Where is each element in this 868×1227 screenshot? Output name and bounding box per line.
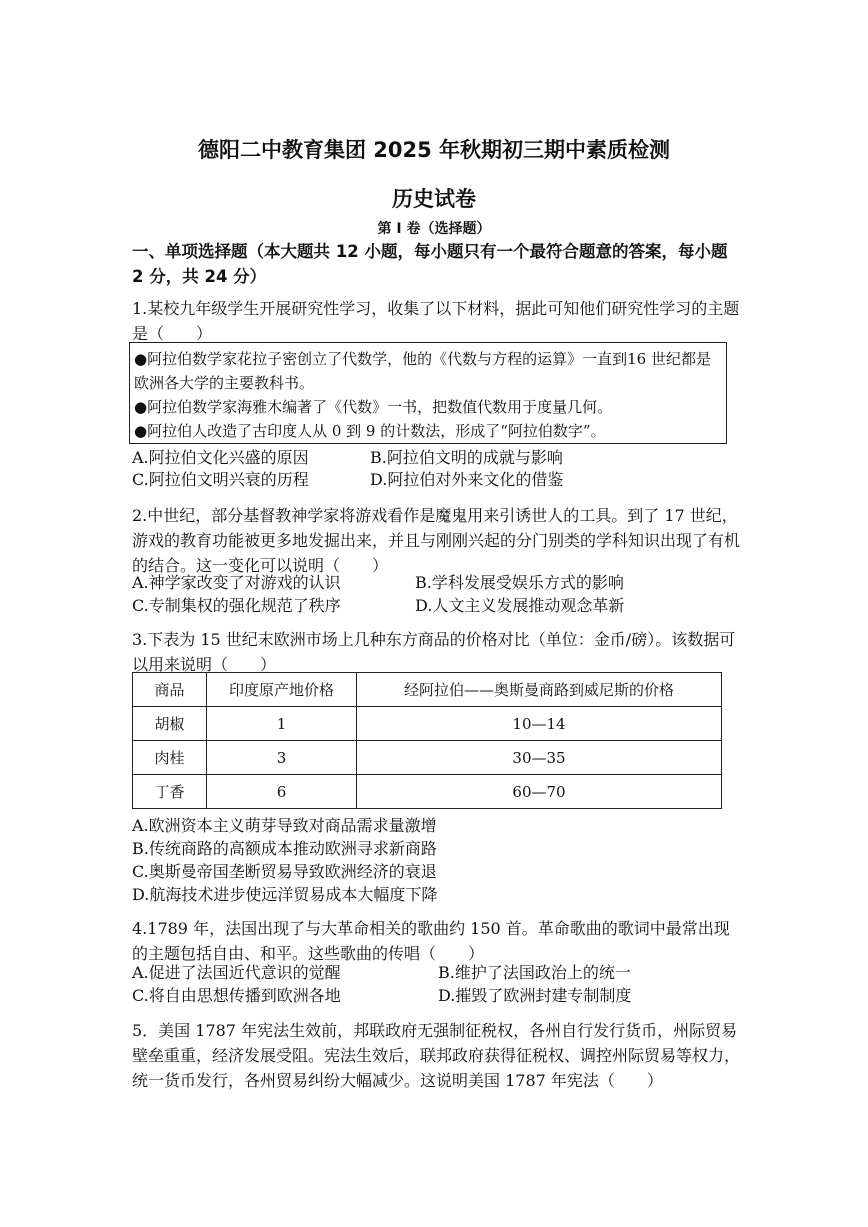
question-4-stem: 4.1789 年，法国出现了与大革命相关的歌曲约 150 首。革命歌曲的歌词中最常出现的主题包括自由、和平。这些歌曲的传唱（ ） bbox=[132, 919, 730, 963]
table-cell: 10—14 bbox=[357, 707, 722, 741]
column-header: 经阿拉伯——奥斯曼商路到威尼斯的价格 bbox=[357, 673, 722, 707]
table-cell: 1 bbox=[207, 707, 357, 741]
question-2-option-a[interactable]: A.神学家改变了对游戏的认识 bbox=[132, 573, 341, 592]
question-1-option-d[interactable]: D.阿拉伯对外来文化的借鉴 bbox=[370, 470, 564, 489]
exam-subject: 历史试卷 bbox=[392, 187, 476, 211]
question-4-option-d[interactable]: D.摧毁了欧洲封建专制制度 bbox=[438, 986, 632, 1005]
volume-label: 第 I 卷（选择题） bbox=[377, 221, 491, 237]
table-row bbox=[133, 775, 722, 809]
question-2-stem: 2.中世纪，部分基督教神学家将游戏看作是魔鬼用来引诱世人的工具。到了 17 世纪，游戏的教育功能被更多地发掘出来，并且与刚刚兴起的分门别类的学科知识出现了有机的结合。这一变化可以说明（ ） bbox=[132, 506, 741, 575]
column-header: 印度原产地价格 bbox=[207, 673, 357, 707]
question-4-option-b[interactable]: B.维护了法国政治上的统一 bbox=[438, 963, 631, 982]
question-1-option-a[interactable]: A.阿拉伯文化兴盛的原因 bbox=[132, 448, 309, 467]
question-3-stem: 3.下表为 15 世纪末欧洲市场上几种东方商品的价格对比（单位：金币/磅）。该数据可以用来说明（ ） bbox=[132, 630, 736, 674]
column-header: 商品 bbox=[133, 673, 207, 707]
question-2-option-d[interactable]: D.人文主义发展推动观念革新 bbox=[415, 596, 625, 615]
question-1-option-c[interactable]: C.阿拉伯文明兴衰的历程 bbox=[132, 470, 309, 489]
question-4-option-c[interactable]: C.将自由思想传播到欧洲各地 bbox=[132, 986, 341, 1005]
table-cell: 60—70 bbox=[357, 775, 722, 809]
material-item: ●阿拉伯人改造了古印度人从 0 到 9 的计数法，形成了“阿拉伯数字”。 bbox=[134, 422, 606, 440]
question-1-stem: 1.某校九年级学生开展研究性学习，收集了以下材料，据此可知他们研究性学习的主题是（ ） bbox=[132, 299, 740, 343]
price-table bbox=[132, 672, 722, 809]
table-cell: 丁香 bbox=[133, 775, 207, 809]
material-item: ●阿拉伯数学家海雅木编著了《代数》一书，把数值代数用于度量几何。 bbox=[134, 398, 613, 416]
table-row bbox=[133, 741, 722, 775]
question-2-option-c[interactable]: C.专制集权的强化规范了秩序 bbox=[132, 596, 341, 615]
question-3-option-b[interactable]: B.传统商路的高额成本推动欧洲寻求新商路 bbox=[132, 839, 437, 858]
section-heading: 一、单项选择题（本大题共 12 小题，每小题只有一个最符合题意的答案，每小题 2 分，共 24 分） bbox=[132, 242, 728, 286]
question-2-option-b[interactable]: B.学科发展受娱乐方式的影响 bbox=[415, 573, 624, 592]
material-item: ●阿拉伯数学家花拉子密创立了代数学，他的《代数与方程的运算》一直到16 世纪都是欧洲各大学的主要教科书。 bbox=[134, 350, 711, 392]
question-4-option-a[interactable]: A.促进了法国近代意识的觉醒 bbox=[132, 963, 341, 982]
question-3-option-c[interactable]: C.奥斯曼帝国垄断贸易导致欧洲经济的衰退 bbox=[132, 862, 437, 881]
table-cell: 胡椒 bbox=[133, 707, 207, 741]
question-3-option-a[interactable]: A.欧洲资本主义萌芽导致对商品需求量激增 bbox=[132, 816, 437, 835]
table-cell: 30—35 bbox=[357, 741, 722, 775]
question-3-option-d[interactable]: D.航海技术进步使远洋贸易成本大幅度下降 bbox=[132, 885, 438, 904]
table-header-row bbox=[133, 673, 722, 707]
question-1-material bbox=[129, 342, 727, 444]
question-5-stem: 5．美国 1787 年宪法生效前，邦联政府无强制征税权，各州自行发行货币，州际贸易壁垒重重，经济发展受阻。宪法生效后，联邦政府获得征税权、调控州际贸易等权力，统一货币发行，各州贸易纠纷大幅减少。这说明美国 1787 年宪法（ ） bbox=[132, 1021, 741, 1090]
table-cell: 3 bbox=[207, 741, 357, 775]
exam-title: 德阳二中教育集团 2025 年秋期初三期中素质检测 bbox=[197, 138, 671, 162]
table-cell: 肉桂 bbox=[133, 741, 207, 775]
question-1-option-b[interactable]: B.阿拉伯文明的成就与影响 bbox=[370, 448, 563, 467]
table-row bbox=[133, 707, 722, 741]
table-cell: 6 bbox=[207, 775, 357, 809]
